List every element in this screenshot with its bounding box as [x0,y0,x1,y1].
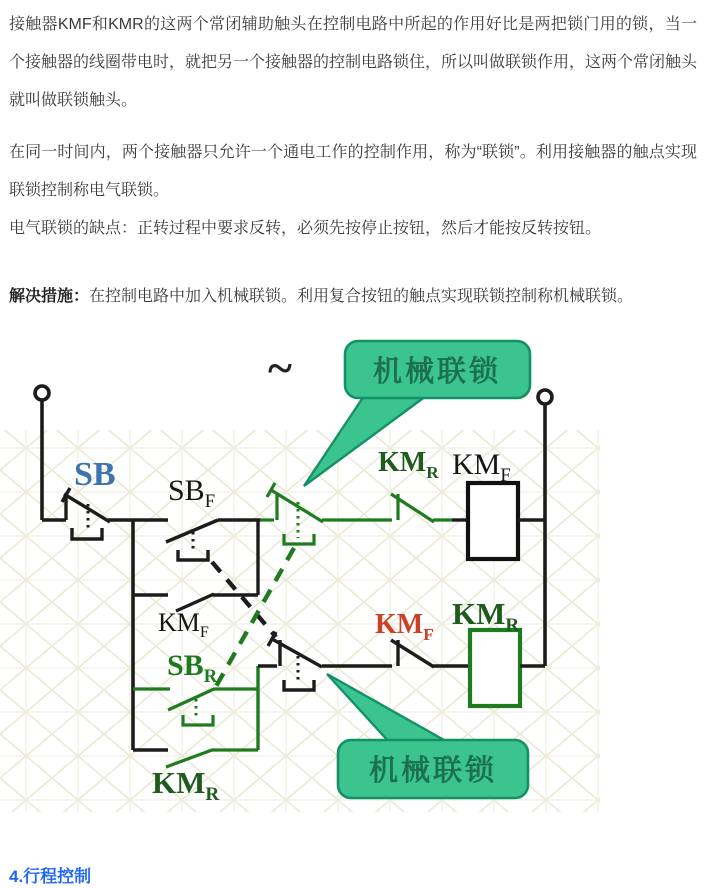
kmf-coil-box [468,483,518,559]
label-kmr-coil: $KM_R$ [452,596,520,636]
paragraph-electrical-interlock: 在同一时间内，两个接触器只允许一个通电工作的控制作用，称为“联锁”。利用接触器的触点实现联锁控制称电气联锁。 [9,144,697,199]
callout-top-label: 机械联锁 [372,356,502,388]
label-sbf: $SB_F$ [168,474,216,512]
label-kmf-coil: $KM_F$ [452,448,511,486]
label-sb: SB [74,456,116,493]
solution-text: 在控制电路中加入机械联锁。利用复合按钮的触点实现联锁控制称机械联锁。 [89,288,634,305]
mechanical-interlock-circuit-svg [0,338,706,838]
kmr-coil-box [470,630,520,706]
solution-label: 解决措施： [9,288,90,305]
circuit-diagram-figure [0,338,706,838]
label-sbr: $SB_R$ [167,649,218,687]
callout-bottom-label: 机械联锁 [368,755,498,787]
label-kmf-selflock: $KM_F$ [158,608,209,641]
paragraph-interlock-intro: 接触器KMF和KMR的这两个常闭辅助触头在控制电路中所起的作用好比是两把锁门用的锁，当一个接触器的线圈带电时，就把另一个接触器的控制电路锁住，所以叫做联锁作用，这两个常闭触头就叫做联锁触头。 [9,16,698,109]
paragraph-electrical-interlock-drawback: 电气联锁的缺点：正转过程中要求反转，必须先按停止按钮，然后才能按反转按钮。 [9,220,602,237]
ac-supply-symbol: ~ [268,342,292,393]
next-section-heading: 4.行程控制 [9,867,92,886]
right-supply-terminal [538,390,552,404]
left-supply-terminal [35,386,49,400]
label-kmr-interlock: $KM_R$ [378,447,439,482]
article-body [0,0,706,316]
label-kmr-selflock: $KM_R$ [152,765,220,805]
paragraph-solution [9,278,697,316]
label-kmf-interlock: $KM_F$ [375,609,434,644]
